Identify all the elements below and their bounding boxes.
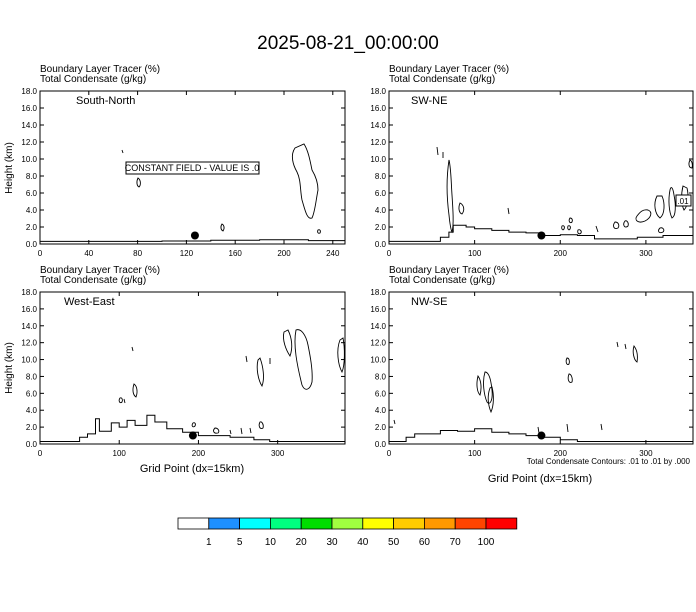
y-tick-label: 16.0 <box>370 304 386 314</box>
y-tick-label: 10.0 <box>370 155 386 164</box>
contour-cloud <box>119 398 125 403</box>
contour-info: Total Condensate Contours: .01 to .01 by .000 <box>526 457 690 466</box>
contour-cloud <box>596 226 598 232</box>
y-tick-label: 8.0 <box>25 172 37 181</box>
y-tick-label: 18.0 <box>370 288 386 297</box>
panel-title: SW-NE <box>411 95 448 107</box>
contour-cloud <box>437 147 443 158</box>
contour-cloud <box>292 144 318 218</box>
x-tick-label: 0 <box>386 249 392 258</box>
contour-cloud <box>569 218 572 223</box>
x-tick-labels <box>38 449 285 458</box>
x-tick-label: 240 <box>326 249 340 258</box>
contour-cloud <box>568 374 572 382</box>
panel-label-line2: Total Condensate (g/kg) <box>40 275 147 286</box>
colorbar-box <box>301 518 332 529</box>
contour-cloud <box>214 428 219 433</box>
colorbar <box>178 518 517 548</box>
panel-title: NW-SE <box>411 296 448 308</box>
x-tick-label: 100 <box>467 249 482 258</box>
contour-cloud <box>669 188 675 218</box>
y-tick-label: 8.0 <box>25 372 37 382</box>
condensate-contours <box>394 342 637 433</box>
y-tick-label: 12.0 <box>370 138 386 147</box>
y-tick-label: 6.0 <box>25 189 37 198</box>
panel-title: South-North <box>76 95 136 107</box>
y-tick-label: 12.0 <box>21 138 37 147</box>
contour-cloud <box>562 226 571 230</box>
colorbar-label: 100 <box>477 537 495 548</box>
panel-label-line1: Boundary Layer Tracer (%) <box>389 64 510 75</box>
panel-label-line1: Boundary Layer Tracer (%) <box>40 265 161 276</box>
x-tick-label: 100 <box>112 449 126 458</box>
location-marker <box>537 432 545 440</box>
panel-title: West-East <box>64 296 115 308</box>
colorbar-label: 10 <box>264 537 276 548</box>
panel-nw-se <box>370 265 693 485</box>
contour-cloud <box>459 203 464 214</box>
y-tick-label: 12.0 <box>21 338 37 348</box>
contour-cloud <box>132 347 133 351</box>
colorbar-box <box>178 518 209 529</box>
contour-cloud <box>508 208 509 214</box>
panel-label-line2: Total Condensate (g/kg) <box>389 74 496 85</box>
location-marker <box>189 432 197 440</box>
y-tick-label: 8.0 <box>374 372 386 382</box>
contour-cloud <box>295 330 312 390</box>
x-tick-label: 0 <box>37 449 43 458</box>
contour-cloud <box>318 230 321 234</box>
tick-marks <box>389 292 693 444</box>
contour-cloud <box>659 228 664 233</box>
y-tick-label: 18.0 <box>21 87 37 96</box>
contour-cloud <box>447 160 453 232</box>
colorbar-box <box>424 518 455 529</box>
y-tick-label: 4.0 <box>25 406 37 416</box>
contour-cloud <box>394 420 602 433</box>
x-tick-label: 40 <box>84 249 94 258</box>
boundary-layer-line <box>40 240 345 242</box>
x-tick-labels <box>38 249 340 258</box>
y-tick-label: 14.0 <box>370 121 386 130</box>
x-tick-label: 200 <box>191 449 206 458</box>
colorbar-label: 40 <box>357 537 369 548</box>
contour-cloud <box>477 376 481 395</box>
y-tick-label: 10.0 <box>21 155 37 164</box>
x-tick-label: 120 <box>179 249 194 258</box>
y-tick-label: 0.0 <box>374 440 386 449</box>
colorbar-box <box>394 518 425 529</box>
colorbar-box <box>332 518 363 529</box>
colorbar-label: 60 <box>418 537 430 548</box>
colorbar-label: 1 <box>206 537 212 548</box>
x-tick-label: 300 <box>270 449 285 458</box>
contour-cloud <box>617 342 626 349</box>
contour-cloud <box>488 387 493 412</box>
colorbar-box <box>240 518 271 529</box>
y-tick-labels <box>21 87 37 249</box>
y-tick-label: 4.0 <box>374 206 386 215</box>
y-tick-label: 16.0 <box>21 104 37 113</box>
y-tick-label: 18.0 <box>21 288 37 297</box>
figure-title: 2025-08-21_00:00:00 <box>257 33 439 54</box>
colorbar-label: 30 <box>326 537 338 548</box>
y-tick-label: 8.0 <box>374 172 386 181</box>
contour-cloud <box>122 150 123 153</box>
contour-cloud <box>230 428 251 434</box>
colorbar-label: 5 <box>236 537 243 548</box>
x-tick-label: 200 <box>553 249 567 258</box>
condensate-contours <box>437 147 692 234</box>
plot-frame <box>389 292 693 444</box>
x-tick-label: 0 <box>37 249 43 258</box>
y-tick-labels <box>370 288 386 449</box>
constant-field-label: CONSTANT FIELD - VALUE IS .0 <box>124 163 260 173</box>
colorbar-box <box>209 518 240 529</box>
tick-marks <box>389 91 693 244</box>
condensate-contours <box>119 330 344 434</box>
y-tick-label: 0.0 <box>25 440 37 449</box>
plot-frame <box>389 91 693 244</box>
x-tick-labels <box>387 249 653 258</box>
y-tick-label: 16.0 <box>370 104 386 113</box>
contour-cloud <box>655 196 664 218</box>
colorbar-label: 20 <box>295 537 307 548</box>
y-tick-label: 14.0 <box>370 321 386 331</box>
contour-cloud <box>257 358 263 386</box>
plot-frame <box>40 292 345 444</box>
panel-west-east <box>4 265 345 475</box>
x-tick-label: 300 <box>639 249 653 258</box>
colorbar-box <box>455 518 486 529</box>
y-axis-label: Height (km) <box>4 142 15 194</box>
x-tick-label: 200 <box>553 449 567 458</box>
y-tick-label: 2.0 <box>374 223 386 232</box>
x-axis-label: Grid Point (dx=15km) <box>139 463 245 475</box>
tick-marks <box>40 292 345 444</box>
y-tick-labels <box>370 87 386 249</box>
contour-label: .01 <box>677 197 689 206</box>
contour-cloud <box>259 422 263 429</box>
condensate-contours <box>122 144 320 233</box>
y-tick-label: 6.0 <box>25 389 37 399</box>
contour-cloud <box>636 210 651 222</box>
y-axis-label: Height (km) <box>4 342 15 394</box>
y-tick-label: 0.0 <box>25 240 37 249</box>
contour-cloud <box>137 178 140 187</box>
y-tick-label: 16.0 <box>21 304 37 314</box>
y-tick-label: 18.0 <box>370 87 386 96</box>
x-tick-label: 300 <box>639 449 653 458</box>
contour-cloud <box>614 221 629 229</box>
location-marker <box>537 232 545 240</box>
panel-label-line2: Total Condensate (g/kg) <box>389 275 496 286</box>
colorbar-label: 50 <box>388 537 400 548</box>
y-tick-label: 14.0 <box>21 121 37 130</box>
y-tick-label: 4.0 <box>374 406 386 416</box>
colorbar-box <box>486 518 517 529</box>
x-tick-label: 80 <box>133 249 143 258</box>
colorbar-label: 70 <box>449 537 461 548</box>
y-tick-label: 14.0 <box>21 321 37 331</box>
x-axis-label: Grid Point (dx=15km) <box>487 473 593 485</box>
contour-cloud <box>133 384 137 397</box>
x-tick-label: 160 <box>228 249 242 258</box>
colorbar-box <box>270 518 301 529</box>
contour-cloud <box>283 330 291 356</box>
contour-cloud <box>633 346 637 362</box>
contour-cloud <box>578 230 582 234</box>
contour-cloud <box>566 358 569 365</box>
y-tick-label: 2.0 <box>374 423 386 433</box>
y-tick-label: 10.0 <box>370 355 386 365</box>
panel-label-line1: Boundary Layer Tracer (%) <box>389 265 510 276</box>
y-tick-label: 2.0 <box>25 223 37 232</box>
y-tick-label: 6.0 <box>374 189 386 198</box>
panel-sw-ne <box>370 64 693 258</box>
y-tick-label: 0.0 <box>374 240 386 249</box>
panel-label-line1: Boundary Layer Tracer (%) <box>40 64 161 75</box>
x-tick-label: 100 <box>467 449 482 458</box>
y-tick-label: 2.0 <box>25 423 37 433</box>
contour-cloud <box>192 423 195 427</box>
colorbar-box <box>363 518 394 529</box>
contour-cloud <box>689 160 692 168</box>
location-marker <box>191 232 199 240</box>
contour-cloud <box>221 224 224 231</box>
panel-south-north <box>4 64 345 258</box>
x-tick-label: 0 <box>386 449 392 458</box>
y-tick-label: 4.0 <box>25 206 37 215</box>
panel-label-line2: Total Condensate (g/kg) <box>40 74 147 85</box>
y-tick-label: 6.0 <box>374 389 386 399</box>
x-tick-label: 200 <box>277 249 291 258</box>
y-tick-label: 12.0 <box>370 338 386 348</box>
y-tick-label: 10.0 <box>21 355 37 365</box>
y-tick-labels <box>21 288 37 449</box>
